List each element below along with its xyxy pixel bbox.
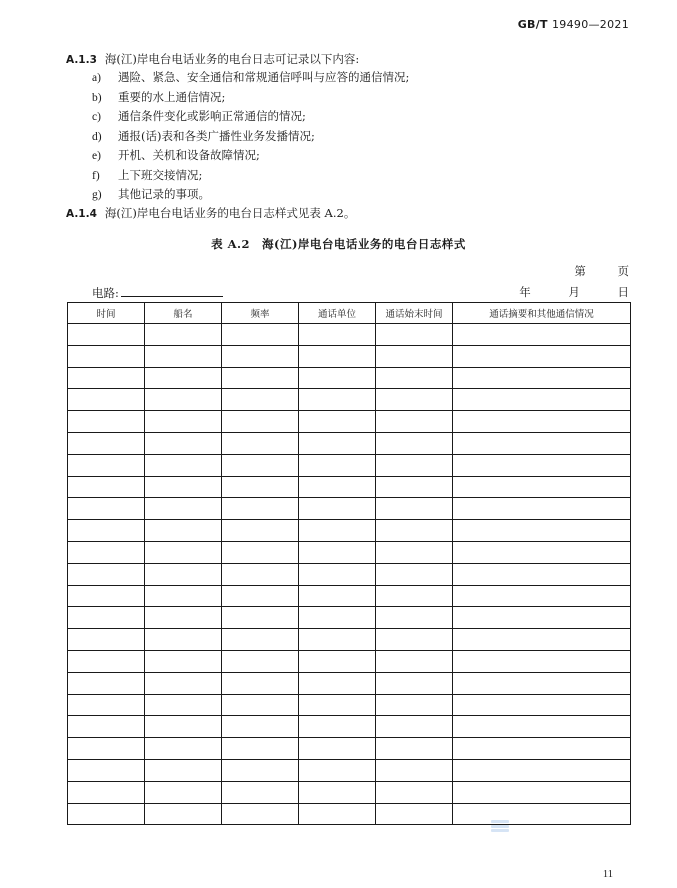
table-cell [453,629,631,651]
table-cell [299,563,376,585]
table-cell [145,629,222,651]
page-number-label: 第 页 [574,264,629,278]
list-marker: f) [92,169,100,182]
table-cell [376,650,453,672]
table-cell [453,672,631,694]
table-cell [299,432,376,454]
table-cell [222,367,299,389]
date-label: 年 月 日 [519,285,629,299]
table-cell [453,759,631,781]
table-cell [453,803,631,825]
table-cell [299,476,376,498]
table-cell [145,738,222,760]
clause-a13-number: A.1.3 [66,54,97,66]
table-cell [222,759,299,781]
table-cell [376,432,453,454]
table-cell [453,716,631,738]
table-cell [68,759,145,781]
table-cell [222,585,299,607]
circuit-label: 电路: [92,286,119,300]
list-item [92,148,409,168]
table-cell [68,563,145,585]
header-frequency: 频率 [222,303,299,324]
table-cell [145,324,222,346]
table-row [68,541,631,563]
standard-number: 19490—2021 [552,18,629,31]
list-text: 通信条件变化或影响正常通信的情况; [118,109,306,123]
table-cell [145,367,222,389]
list-item [92,109,409,129]
table-cell [68,411,145,433]
table-cell [299,650,376,672]
table-cell [68,432,145,454]
table-cell [145,781,222,803]
table-cell [299,716,376,738]
table-cell [145,563,222,585]
table-row [68,520,631,542]
table-cell [453,607,631,629]
table-cell [222,650,299,672]
header-call-times: 通话始末时间 [376,303,453,324]
table-cell [453,738,631,760]
circuit-field [92,285,223,301]
clause-a13-text: 海(江)岸电台电话业务的电台日志可记录以下内容: [104,52,360,66]
circuit-underline [121,286,223,297]
table-cell [68,672,145,694]
list-item [92,168,409,188]
table-cell [145,672,222,694]
table-cell [299,585,376,607]
table-cell [68,738,145,760]
table-cell [68,716,145,738]
table-cell [376,498,453,520]
list-item [92,70,409,90]
table-cell [222,694,299,716]
table-cell [376,694,453,716]
table-cell [299,759,376,781]
table-cell [222,541,299,563]
table-row [68,563,631,585]
table-cell [222,738,299,760]
table-cell [222,411,299,433]
table-row [68,498,631,520]
table-cell [453,411,631,433]
content-list [92,70,409,207]
table-cell [453,694,631,716]
table-cell [376,411,453,433]
table-cell [453,454,631,476]
table-cell [68,585,145,607]
table-cell [222,672,299,694]
table-title: 表 A.2 海(江)岸电台电话业务的电台日志样式 [211,237,466,251]
table-cell [68,694,145,716]
list-text: 上下班交接情况; [118,167,203,182]
table-cell [453,498,631,520]
table-cell [68,498,145,520]
table-row [68,650,631,672]
table-cell [299,781,376,803]
table-cell [68,781,145,803]
table-cell [376,781,453,803]
table-cell [376,672,453,694]
table-cell [222,454,299,476]
table-cell [453,585,631,607]
table-cell [222,607,299,629]
table-cell [222,629,299,651]
header-time: 时间 [68,303,145,324]
table-cell [68,345,145,367]
table-cell [222,498,299,520]
table-cell [145,411,222,433]
clause-a14-number: A.1.4 [66,208,97,220]
table-header-row [68,303,631,324]
table-cell [299,498,376,520]
table-cell [222,520,299,542]
list-text: 其他记录的事项。 [118,187,210,201]
list-text: 遇险、紧急、安全通信和常规通信呼叫与应答的通信情况; [118,70,410,84]
list-text: 通报(话)表和各类广播性业务发播情况; [118,128,315,143]
list-text: 开机、关机和设备故障情况; [118,148,260,162]
table-cell [376,476,453,498]
table-cell [299,520,376,542]
table-cell [299,411,376,433]
table-cell [299,694,376,716]
table-cell [145,759,222,781]
table-cell [145,803,222,825]
table-cell [145,345,222,367]
table-cell [299,607,376,629]
table-row [68,781,631,803]
log-table-body [68,324,631,825]
table-cell [453,432,631,454]
table-cell [299,389,376,411]
table-row [68,476,631,498]
table-cell [376,324,453,346]
table-cell [376,345,453,367]
table-row [68,454,631,476]
table-row [68,389,631,411]
table-cell [68,520,145,542]
table-cell [376,389,453,411]
list-marker: g) [92,189,102,201]
table-cell [222,803,299,825]
header-ship-name: 船名 [145,303,222,324]
list-text: 重要的水上通信情况; [118,89,226,104]
table-row [68,672,631,694]
table-cell [68,454,145,476]
table-cell [145,432,222,454]
table-cell [376,803,453,825]
table-row [68,694,631,716]
table-cell [299,324,376,346]
table-row [68,432,631,454]
table-cell [222,389,299,411]
list-marker: c) [92,111,101,123]
table-row [68,607,631,629]
clause-a14-text: 海(江)岸电台电话业务的电台日志样式见表 A.2。 [104,206,356,220]
table-row [68,585,631,607]
list-marker: a) [92,72,101,84]
table-cell [145,650,222,672]
table-cell [376,629,453,651]
table-cell [145,716,222,738]
list-marker: e) [92,150,101,162]
table-cell [68,389,145,411]
table-cell [299,672,376,694]
table-row [68,803,631,825]
list-item [92,187,409,207]
table-cell [453,541,631,563]
table-cell [68,650,145,672]
table-cell [222,563,299,585]
table-cell [453,367,631,389]
table-cell [68,629,145,651]
list-item [92,90,409,110]
clause-a13 [66,52,359,67]
table-cell [453,324,631,346]
table-cell [299,738,376,760]
table-cell [145,607,222,629]
table-cell [68,476,145,498]
table-row [68,324,631,346]
table-cell [376,759,453,781]
table-cell [222,324,299,346]
page-number: 11 [602,869,613,880]
table-row [68,759,631,781]
table-cell [376,585,453,607]
list-item [92,129,409,149]
table-cell [453,389,631,411]
table-row [68,411,631,433]
table-cell [299,367,376,389]
table-cell [68,541,145,563]
table-cell [145,520,222,542]
table-row [68,738,631,760]
table-cell [145,476,222,498]
table-cell [453,476,631,498]
table-cell [453,781,631,803]
table-cell [145,498,222,520]
table-row [68,345,631,367]
standard-code [518,18,629,31]
table-cell [145,541,222,563]
table-cell [376,367,453,389]
table-cell [222,345,299,367]
table-cell [68,607,145,629]
table-cell [222,432,299,454]
table-cell [299,454,376,476]
header-call-party: 通话单位 [299,303,376,324]
header-summary: 通话摘要和其他通信情况 [453,303,631,324]
log-table [67,302,631,825]
list-marker: d) [92,130,102,143]
clause-a14 [66,206,355,221]
table-cell [145,389,222,411]
standard-prefix: GB/T [517,18,548,31]
table-cell [68,367,145,389]
table-cell [376,541,453,563]
table-cell [145,694,222,716]
table-row [68,716,631,738]
table-cell [222,781,299,803]
table-cell [299,803,376,825]
table-cell [145,585,222,607]
table-cell [376,607,453,629]
watermark-icon [491,820,509,834]
table-cell [299,541,376,563]
table-cell [68,324,145,346]
table-cell [222,716,299,738]
table-cell [376,738,453,760]
table-cell [222,476,299,498]
table-cell [299,345,376,367]
table-row [68,367,631,389]
table-cell [453,650,631,672]
list-marker: b) [92,91,102,104]
table-cell [453,563,631,585]
table-cell [376,520,453,542]
table-cell [453,345,631,367]
table-cell [68,803,145,825]
table-row [68,629,631,651]
table-cell [376,716,453,738]
table-cell [453,520,631,542]
table-cell [376,563,453,585]
table-cell [145,454,222,476]
table-cell [376,454,453,476]
table-cell [299,629,376,651]
